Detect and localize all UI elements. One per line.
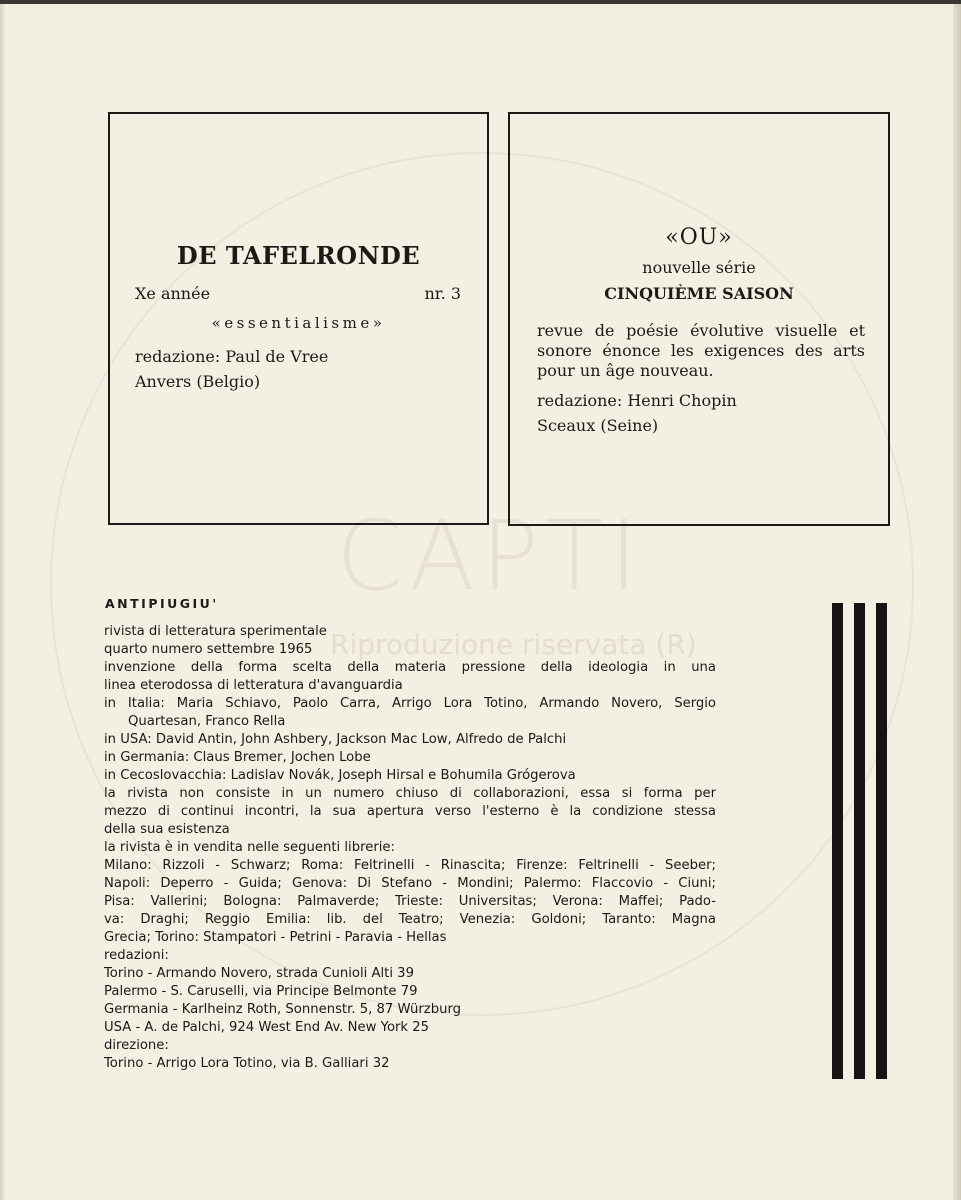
ou-title: «OU»: [665, 225, 733, 250]
body-line: mezzo di continui incontri, la sua apertura verso l'esterno è la condizione stessa: [104, 804, 716, 819]
body-line: direzione:: [104, 1038, 169, 1053]
body-line: Germania - Karlheinz Roth, Sonnenstr. 5, 87 Würzburg: [104, 1002, 462, 1017]
tafelronde-box: [108, 112, 489, 525]
watermark-subtext: Riproduzione riservata (R): [330, 628, 697, 661]
ou-season: CINQUIÈME SAISON: [604, 284, 794, 303]
tafelronde-number: nr. 3: [424, 284, 461, 303]
page-edge-left: [0, 0, 6, 1200]
decorative-bar: [876, 603, 887, 1079]
body-line: Torino - Arrigo Lora Totino, via B. Galliari 32: [104, 1056, 390, 1071]
tafelronde-redazione: redazione: Paul de Vree: [135, 347, 329, 366]
tafelronde-title: DE TAFELRONDE: [176, 241, 421, 270]
watermark-text: CAPTI: [336, 500, 644, 612]
antipiugiu-body: [104, 623, 716, 1073]
body-line: la rivista è in vendita nelle seguenti librerie:: [104, 840, 395, 855]
decorative-bar: [854, 603, 865, 1079]
page-edge-right: [953, 0, 961, 1200]
ou-city: Sceaux (Seine): [537, 416, 659, 435]
body-line: Grecia; Torino: Stampatori - Petrini - Paravia - Hellas: [104, 930, 447, 945]
body-line: in Cecoslovacchia: Ladislav Novák, Joseph Hirsal e Bohumila Grógerova: [104, 768, 576, 783]
body-line: USA - A. de Palchi, 924 West End Av. New York 25: [104, 1020, 430, 1035]
body-line: Napoli: Deperro - Guida; Genova: Di Stefano - Mondini; Palermo: Flaccovio - Ciuni;: [104, 876, 716, 891]
body-line: in USA: David Antin, John Ashbery, Jackson Mac Low, Alfredo de Palchi: [104, 732, 567, 747]
ou-box: [508, 112, 890, 526]
antipiugiu-title: ANTIPIUGIU': [105, 596, 219, 611]
ou-redazione: redazione: Henri Chopin: [537, 391, 737, 410]
body-line: redazioni:: [104, 948, 169, 963]
body-line: in Italia: Maria Schiavo, Paolo Carra, Arrigo Lora Totino, Armando Novero, Sergio: [104, 696, 716, 711]
body-line: Torino - Armando Novero, strada Cunioli Alti 39: [104, 966, 414, 981]
body-line: Pisa: Vallerini; Bologna: Palmaverde; Trieste: Universitas; Verona: Maffei; Pado-: [104, 894, 716, 909]
ou-series: nouvelle série: [642, 258, 756, 277]
body-line: linea eterodossa di letteratura d'avanguardia: [104, 678, 403, 693]
page-edge-top: [0, 0, 961, 4]
body-line: la rivista non consiste in un numero chiuso di collaborazioni, essa si forma per: [104, 786, 716, 801]
tafelronde-city: Anvers (Belgio): [135, 372, 261, 391]
body-line: invenzione della forma scelta della materia pressione della ideologia in una: [104, 660, 716, 675]
body-line: Palermo - S. Caruselli, via Principe Belmonte 79: [104, 984, 418, 999]
tafelronde-theme: «essentialisme»: [211, 314, 386, 332]
body-line: rivista di letteratura sperimentale: [104, 624, 327, 639]
ou-description: revue de poésie évolutive visuelle et sonore énonce les exigences des arts pour un âge nouveau.: [537, 321, 865, 380]
body-line: Quartesan, Franco Rella: [128, 714, 286, 729]
body-line: in Germania: Claus Bremer, Jochen Lobe: [104, 750, 371, 765]
decorative-bar: [832, 603, 843, 1079]
body-line: della sua esistenza: [104, 822, 230, 837]
body-line: quarto numero settembre 1965: [104, 642, 313, 657]
body-line: va: Draghi; Reggio Emilia: lib. del Teatro; Venezia: Goldoni; Taranto: Magna: [104, 912, 716, 927]
tafelronde-year: Xe année: [135, 284, 211, 303]
body-line: Milano: Rizzoli - Schwarz; Roma: Feltrinelli - Rinascita; Firenze: Feltrinelli - Seeber;: [104, 858, 716, 873]
